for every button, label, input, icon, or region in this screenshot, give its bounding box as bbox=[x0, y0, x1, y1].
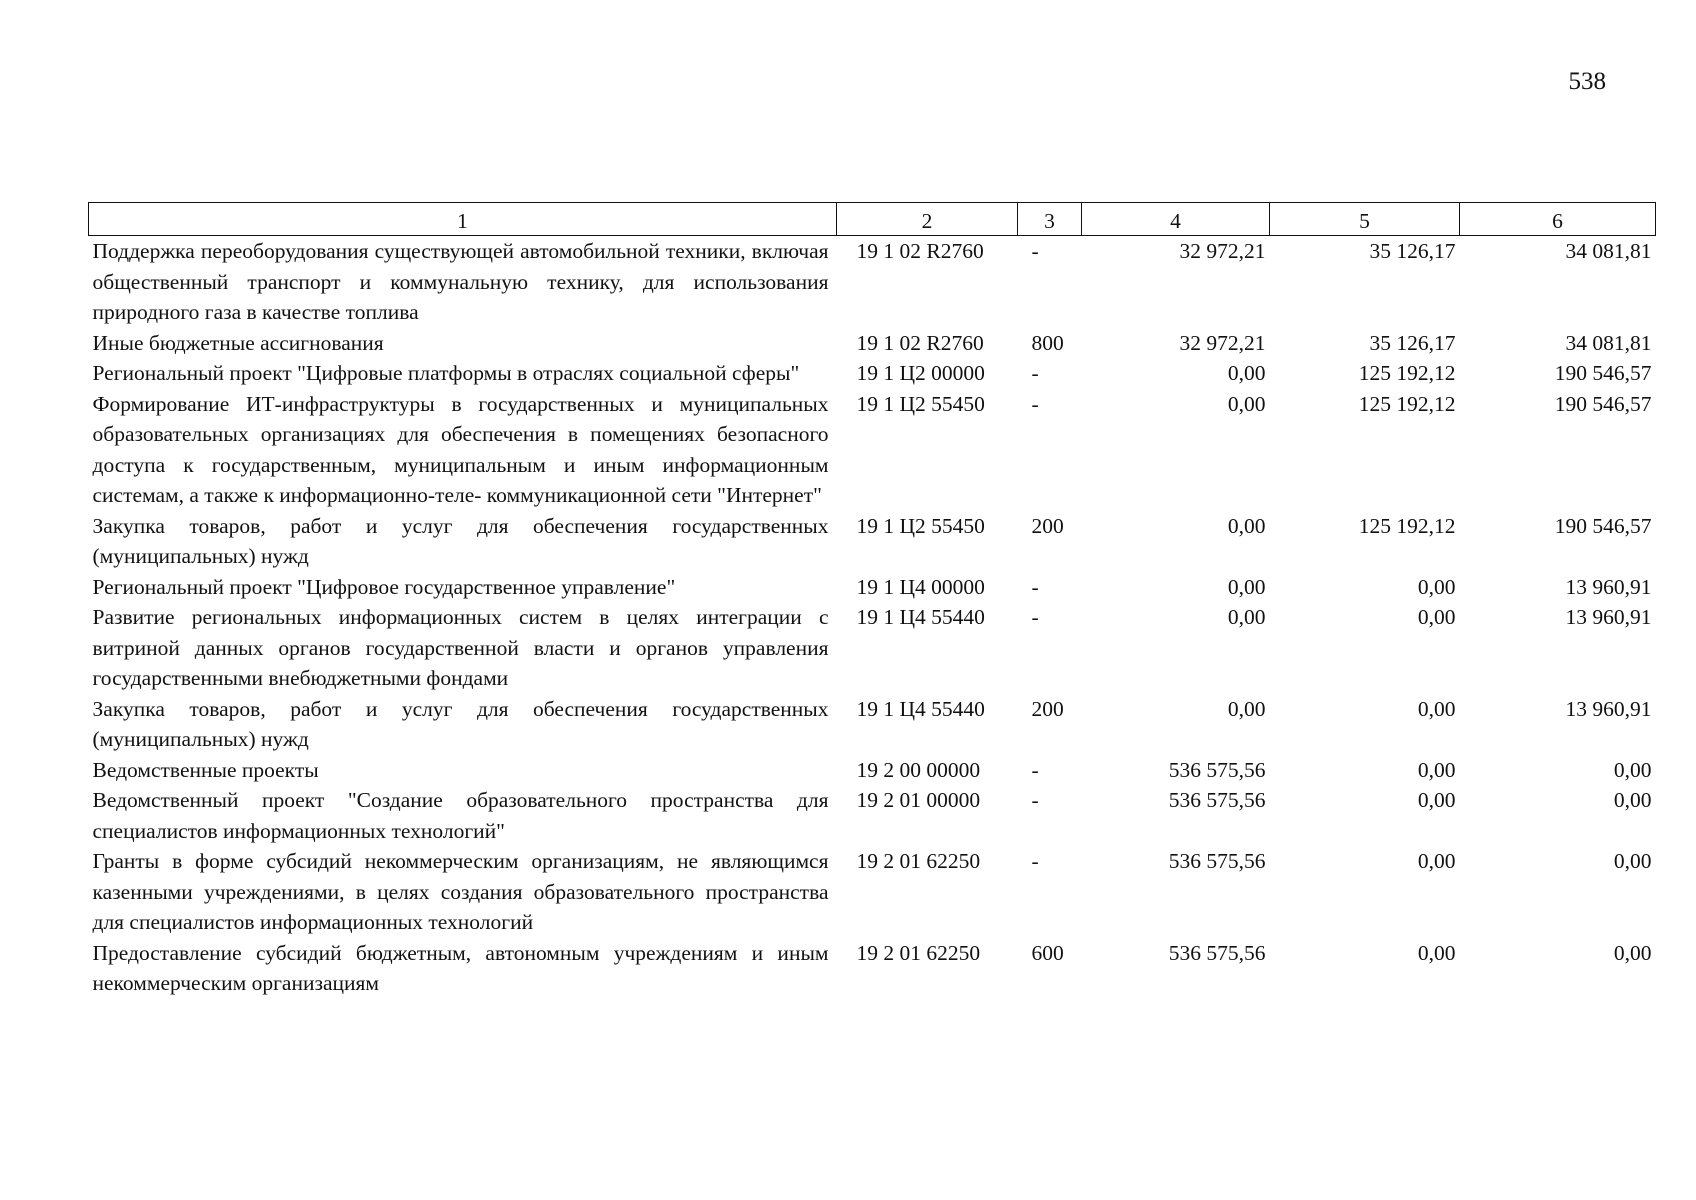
row-target-code: 19 2 01 00000 bbox=[856, 788, 981, 812]
table-row bbox=[89, 694, 1656, 755]
row-amount-col-6: 0,00 bbox=[1613, 940, 1652, 965]
row-amount-col-6: 0,00 bbox=[1613, 849, 1652, 873]
row-description: Региональный проект "Цифровые платформы в отраслях социальной сферы" bbox=[92, 361, 800, 385]
row-amount-col-4: 536 575,56 bbox=[1168, 788, 1266, 812]
row-target-code: 19 1 Ц4 55440 bbox=[856, 696, 985, 721]
row-amount-col-5: 0,00 bbox=[1417, 849, 1456, 873]
row-description: Иные бюджетные ассигнования bbox=[92, 330, 384, 355]
row-description: Ведомственные проекты bbox=[92, 757, 319, 782]
row-description: Региональный проект "Цифровое государственное управление" bbox=[92, 574, 676, 599]
table-row bbox=[89, 755, 1656, 786]
row-description: Предоставление субсидий бюджетным, автономным учреждениям и иным некоммерческим организациям bbox=[92, 940, 829, 995]
table-body bbox=[89, 236, 1656, 999]
row-target-code: 19 1 Ц4 55440 bbox=[856, 605, 985, 629]
header-col-1: 1 bbox=[89, 203, 837, 236]
table-row bbox=[89, 389, 1656, 511]
row-amount-col-6: 13 960,91 bbox=[1565, 696, 1652, 721]
table-header bbox=[89, 203, 1656, 236]
row-expense-type: - bbox=[1031, 849, 1039, 873]
row-target-code: 19 1 Ц2 00000 bbox=[856, 361, 985, 385]
row-amount-col-6: 190 546,57 bbox=[1554, 513, 1652, 538]
row-amount-col-6: 13 960,91 bbox=[1565, 605, 1652, 629]
row-target-code: 19 2 01 62250 bbox=[856, 940, 981, 965]
header-col-3: 3 bbox=[1018, 203, 1082, 236]
row-amount-col-6: 0,00 bbox=[1613, 757, 1652, 782]
row-amount-col-6: 34 081,81 bbox=[1565, 330, 1652, 355]
row-target-code: 19 2 01 62250 bbox=[856, 849, 981, 873]
row-target-code: 19 2 00 00000 bbox=[856, 757, 981, 782]
row-amount-col-6: 13 960,91 bbox=[1565, 574, 1652, 599]
row-expense-type: - bbox=[1031, 757, 1039, 782]
header-col-6: 6 bbox=[1460, 203, 1656, 236]
row-amount-col-4: 536 575,56 bbox=[1168, 940, 1266, 965]
table-row bbox=[89, 846, 1656, 938]
row-amount-col-4: 0,00 bbox=[1227, 605, 1266, 629]
row-target-code: 19 1 Ц2 55450 bbox=[856, 513, 985, 538]
row-description: Гранты в форме субсидий некоммерческим организациям, не являющимся казенными учреждениями, в целях создания образовательного пространства для специалистов информационных технологий bbox=[92, 849, 829, 934]
table-row bbox=[89, 236, 1656, 328]
row-amount-col-5: 0,00 bbox=[1417, 605, 1456, 629]
header-col-2: 2 bbox=[837, 203, 1018, 236]
budget-table bbox=[88, 202, 1656, 999]
row-amount-col-5: 0,00 bbox=[1417, 696, 1456, 721]
row-expense-type: - bbox=[1031, 574, 1039, 599]
table-row bbox=[89, 328, 1656, 359]
row-amount-col-5: 0,00 bbox=[1417, 940, 1456, 965]
row-expense-type: - bbox=[1031, 391, 1039, 416]
row-expense-type: 200 bbox=[1031, 513, 1064, 538]
row-expense-type: - bbox=[1031, 361, 1039, 385]
row-amount-col-6: 190 546,57 bbox=[1554, 391, 1652, 416]
row-description: Ведомственный проект "Создание образовательного пространства для специалистов информационных технологий" bbox=[92, 788, 829, 843]
row-amount-col-5: 125 192,12 bbox=[1358, 361, 1456, 385]
row-amount-col-6: 34 081,81 bbox=[1565, 239, 1652, 263]
row-amount-col-4: 536 575,56 bbox=[1168, 849, 1266, 873]
row-target-code: 19 1 Ц4 00000 bbox=[856, 574, 985, 599]
table-row bbox=[89, 785, 1656, 846]
row-description: Поддержка переоборудования существующей автомобильной техники, включая общественный транспорт и коммунальную технику, для использования природного газа в качестве топлива bbox=[92, 239, 829, 324]
row-amount-col-6: 190 546,57 bbox=[1554, 361, 1652, 385]
row-target-code: 19 1 02 R2760 bbox=[856, 239, 984, 263]
row-amount-col-5: 35 126,17 bbox=[1369, 239, 1456, 263]
table-row bbox=[89, 572, 1656, 603]
row-amount-col-4: 0,00 bbox=[1227, 696, 1266, 721]
row-expense-type: 600 bbox=[1031, 940, 1064, 965]
row-amount-col-5: 0,00 bbox=[1417, 757, 1456, 782]
row-amount-col-4: 536 575,56 bbox=[1168, 757, 1266, 782]
table-row bbox=[89, 358, 1656, 389]
header-col-4: 4 bbox=[1082, 203, 1270, 236]
row-amount-col-4: 0,00 bbox=[1227, 574, 1266, 599]
row-description: Закупка товаров, работ и услуг для обеспечения государственных (муниципальных) нужд bbox=[92, 513, 829, 568]
row-expense-type: - bbox=[1031, 239, 1039, 263]
table-row bbox=[89, 938, 1656, 999]
row-description: Закупка товаров, работ и услуг для обеспечения государственных (муниципальных) нужд bbox=[92, 696, 829, 751]
row-amount-col-5: 0,00 bbox=[1417, 574, 1456, 599]
row-description: Формирование ИТ-инфраструктуры в государственных и муниципальных образовательных организациях для обеспечения в помещениях безопасного доступа к государственным, муниципальным и иным информационным системам, а также к информационно-теле- коммуникационной сети "Интернет" bbox=[92, 391, 829, 507]
row-expense-type: - bbox=[1031, 605, 1039, 629]
page-number: 538 bbox=[1568, 68, 1606, 95]
row-amount-col-4: 32 972,21 bbox=[1179, 239, 1266, 263]
row-description: Развитие региональных информационных систем в целях интеграции с витриной данных органов государственной власти и органов управления государственными внебюджетными фондами bbox=[92, 605, 829, 690]
row-target-code: 19 1 02 R2760 bbox=[856, 330, 984, 355]
row-amount-col-5: 0,00 bbox=[1417, 788, 1456, 812]
row-target-code: 19 1 Ц2 55450 bbox=[856, 391, 985, 416]
row-expense-type: 200 bbox=[1031, 696, 1064, 721]
row-amount-col-4: 0,00 bbox=[1227, 391, 1266, 416]
header-col-5: 5 bbox=[1270, 203, 1460, 236]
row-amount-col-4: 0,00 bbox=[1227, 361, 1266, 385]
row-expense-type: 800 bbox=[1031, 330, 1064, 355]
table-row bbox=[89, 511, 1656, 572]
row-amount-col-5: 125 192,12 bbox=[1358, 391, 1456, 416]
table-row bbox=[89, 602, 1656, 694]
row-amount-col-6: 0,00 bbox=[1613, 788, 1652, 812]
row-amount-col-4: 32 972,21 bbox=[1179, 330, 1266, 355]
row-amount-col-4: 0,00 bbox=[1227, 513, 1266, 538]
row-amount-col-5: 125 192,12 bbox=[1358, 513, 1456, 538]
row-expense-type: - bbox=[1031, 788, 1039, 812]
row-amount-col-5: 35 126,17 bbox=[1369, 330, 1456, 355]
